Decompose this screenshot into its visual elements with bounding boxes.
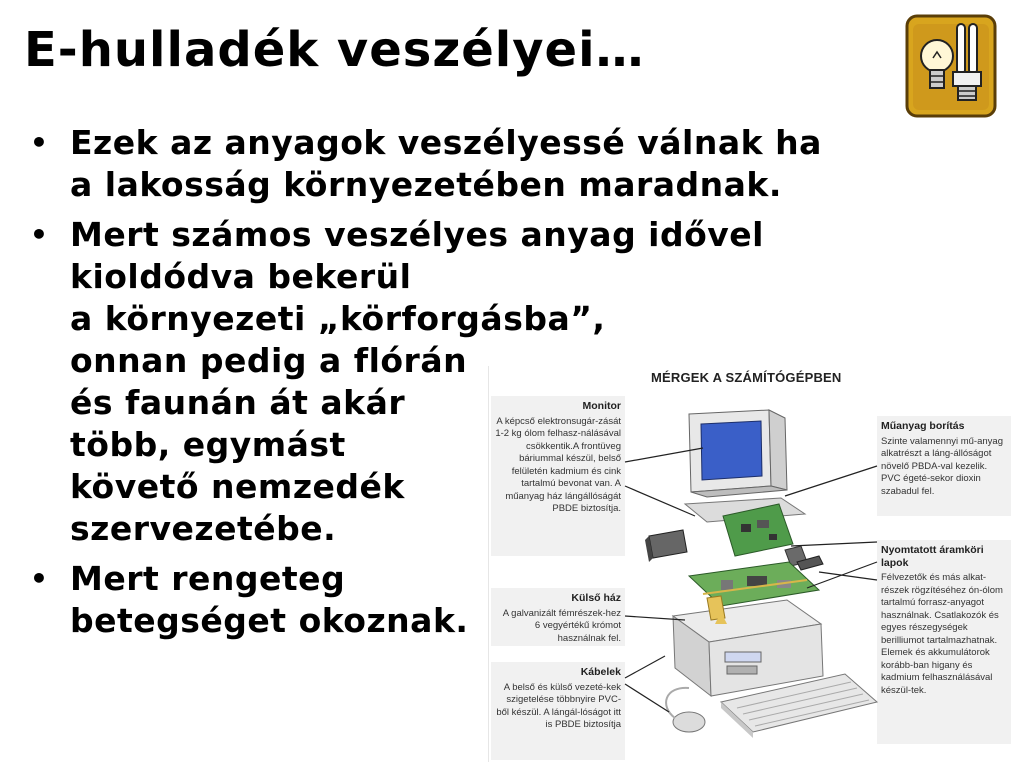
- bullet-line: Mert számos veszélyes anyag idővel: [70, 215, 764, 254]
- bullet-line: Ezek az anyagok veszélyessé válnak ha: [70, 123, 822, 162]
- bullet-dot-icon: •: [30, 218, 49, 251]
- bullet-line: szervezetébe.: [70, 509, 337, 548]
- drive-drawing: [645, 530, 687, 562]
- label-heading: Külső ház: [571, 592, 621, 604]
- bullet-line: kioldódva bekerül: [70, 257, 412, 296]
- bullet-dot-icon: •: [30, 562, 49, 595]
- bullet-dot-icon: •: [30, 126, 49, 159]
- computer-case-drawing: [673, 596, 823, 696]
- computer-toxins-figure: [488, 366, 1011, 762]
- bullet-line: és faunán át akár: [70, 383, 406, 422]
- label-text: Félvezetők és más alkat-részek rögzítéséhez ón-ólom tartalmú forrasz-anyagot használnak. Csatlakozók és egyes részegységek berilliumot tartalmazhatnak. Elemek és akkumulátorok korább-ban higany és kadmium felhasználásával készül-tek.: [881, 572, 1003, 696]
- slide-title: E-hulladék veszélyei…: [24, 22, 645, 78]
- bullet-item: [30, 122, 910, 206]
- label-heading: Műanyag borítás: [881, 420, 965, 432]
- label-text: A belső és külső vezeté-kek szigetelése többnyire PVC-ből készül. A lángál-lóságot itt is PBDE biztosítja: [496, 681, 621, 730]
- bullet-line: a lakosság környezetében maradnak.: [70, 165, 782, 204]
- bullet-line: több, egymást: [70, 425, 346, 464]
- label-heading: Nyomtatott áramköri lapok: [881, 544, 984, 569]
- lightbulb-icon: [905, 14, 997, 118]
- exploded-computer-illustration: [489, 366, 1011, 762]
- label-heading: Kábelek: [580, 666, 621, 678]
- bullet-line: betegséget okoznak.: [70, 601, 469, 640]
- label-heading: Monitor: [582, 400, 621, 412]
- bullet-line: Mert rengeteg: [70, 559, 346, 598]
- figure-title: MÉRGEK A SZÁMÍTÓGÉPBEN: [651, 370, 842, 385]
- bullet-line: a környezeti „körforgásba”,: [70, 299, 606, 338]
- monitor-drawing: [685, 410, 805, 522]
- label-text: A képcső elektronsugár-zását 1-2 kg ólom felhasz-nálásával csökkentik.A frontüveg báriummal készül, belső felületén kadmium és cink tartalmú bevonat van. A műanyag ház lángállóságát PBDE biztosítja.: [495, 415, 621, 514]
- label-text: Szinte valamennyi mű-anyag alkatrészt a láng-állóságot növelő PBDA-val kezelik. PVC égeté-sekor dioxin szabadul fel.: [881, 435, 1003, 497]
- circuit-board-drawing: [723, 504, 823, 570]
- bullet-line: követő nemzedék: [70, 467, 405, 506]
- bullet-line: onnan pedig a flórán: [70, 341, 468, 380]
- label-text: A galvanizált fémrészek-hez 6 vegyértékű krómot használnak fel.: [502, 607, 621, 644]
- mouse-drawing: [666, 688, 705, 732]
